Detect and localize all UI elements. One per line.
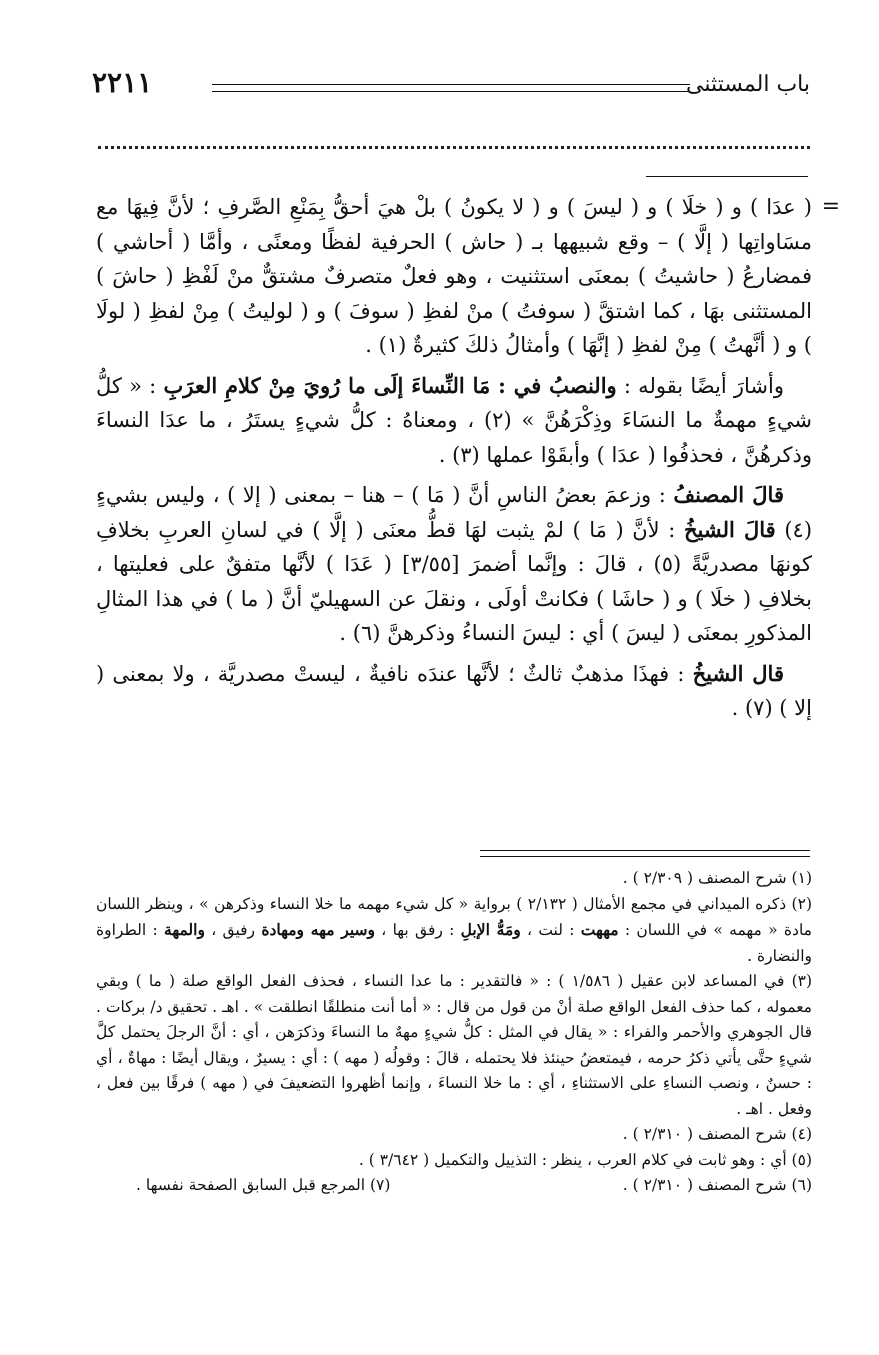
page-number: ٢٢١١ (92, 66, 153, 99)
main-text (96, 190, 840, 732)
footnote-2-term-2: ومَهُّ الإبلِ (460, 920, 521, 939)
paragraph-2-quote: والنصبُ في : مَا النِّساءَ إلَى ما رُويَ مِنْ كلامِ العرَبِ (163, 372, 617, 398)
paragraph-2-rest: : « كلُّ شيءٍ مهمةٌ ما النسَاءَ وذِكْرَهُنَّ » (٢) ، ومعناهُ : كلُّ شيءٍ يستَرُ ، ما عدَا النساءَ وذكرهُنَّ ، فحذفُوا ( عدَا ) وأبقَوْا عملها (٣) . (96, 373, 812, 467)
paragraph-1: ( عدَا ) و ( خلَا ) و ( ليسَ ) و ( لا يكونُ ) بلْ هيَ أحقُّ بِمَنْعِ الصَّرفِ ؛ لأنَّ فِيهَا مع مسَاواتِها ( إلَّا ) – وقع شبيهها بـ ( حاش ) الحرفية لفظًا ومعنًى ، وأمَّا ( أحاشي ) فمضارعُ ( حاشيتُ ) بمعنَى استثنيت ، وهو فعلٌ متصرفٌ مشتقٌّ منْ لَفْظِ ( حاشَ ) المستثنى بهَا ، كما اشتقَّ ( سوفتُ ) منْ لفظِ ( سوفَ ) و ( لوليتُ ) مِنْ لفظِ ( لولَا ) و ( أنَّهتُ ) مِنْ لفظِ ( إنَّهَا ) وأمثالُ ذلكَ كثيرةٌ (١) . (96, 195, 812, 357)
chapter-title: باب المستثنى (686, 72, 810, 97)
paragraph-3-speaker-1: قالَ المصنفُ (673, 482, 784, 507)
short-rule (646, 176, 808, 177)
footnote-2-text-f: : الطراوة والنضارة . (96, 921, 812, 965)
footnote-2-text-e: رفيق ، (204, 921, 262, 939)
footnote-5: (٥) أي : وهو ثابت في كلام العرب ، ينظر : التذييل والتكميل ( ٣/٦٤٢ ) . (358, 1150, 812, 1169)
footnote-6: (٦) شرح المصنف ( ٢/٣١٠ ) . (622, 1176, 812, 1194)
running-header (92, 64, 810, 114)
footnote-2-term-1: مههت (580, 920, 619, 939)
paragraph-3 (96, 478, 812, 651)
footnote-4: (٤) شرح المصنف ( ٢/٣١٠ ) . (622, 1125, 812, 1143)
footnote-2-term-4: والمهة (164, 920, 205, 939)
footnote-3: (٣) في المساعد لابن عقيل ( ١/٥٨٦ ) : « فالتقدير : ما عدا النساء ، فحذف الفعل الواقع صلة ( ما ) وبقي معموله ، كما حذف الفعل الواقع صلة أنْ من قول من قال : « أما أنت منطلقًا انطلقت » . اهـ . تحقيق د/ بركات . قال الجوهري والأحمر والفراء : « يقال في المثل : كلُّ شيءٍ مههٌ ما النساءَ وذكرَهن ، أي : أنَّ الرجلَ يحتمل كلَّ شيءٍ حتَّى يأتي ذكرُ حرمه ، فيمتعضُ حينئذ فلا يحتمله ، قالَ : وقولُه ( مهه ) : أي : يسيرٌ ، ويقال أيضًا : مهاةٌ ، أي : حسنٌ ، ونصب النساءِ على الاستثناءِ ، أي : ما خلا النساءَ ، وإنما أظهروا التضعيفَ في ( مهه ) فرقًا بين فعل ، وفعل . اهـ . (96, 972, 813, 1118)
footnotes (96, 866, 812, 1199)
paragraph-2-lead: وأشارَ أيضًا بقوله : (616, 373, 784, 398)
paragraph-3-speaker-2: قالَ الشيخُ (683, 516, 776, 542)
paragraph-4 (96, 657, 812, 726)
footnote-1: (١) شرح المصنف ( ٢/٣٠٩ ) . (622, 869, 812, 887)
footnote-2-text-d: : رفق بها ، (374, 921, 461, 939)
paragraph-3-part-2: : لأنَّ ( مَا ) لمْ يثبت لهَا قطُّ معنَى ( إلَّا ) في لسانِ العربِ بخلافِ كونهَا مصدريَّةً (٥) ، قالَ : وإنَّما أضمرَ [٣/٥٥] ( عَدَا ) لأنَّها متفقٌ على فعليتها ، بخلافِ ( خلَا ) و ( حاشَا ) فكانتْ أولَى ، ونقلَ عن السهيليّ أنَّ ( ما ) في هذا المثالِ المذكورِ بمعنَى ( ليسَ ) أي : ليسَ النساءُ وذكرهنَّ (٦) . (96, 517, 812, 645)
dotted-separator (98, 146, 810, 159)
paragraph-3-part-1: : وزعمَ بعضُ الناسِ أنَّ ( مَا ) – هنا – بمعنى ( إلا ) ، وليس بشيءٍ (٤) (96, 483, 813, 542)
footnote-separator (480, 850, 810, 857)
footnote-7: (٧) المرجع قبل السابق الصفحة نفسها . (136, 1176, 391, 1194)
footnote-2-text-a: (٢) ذكره الميداني في مجمع الأمثال ( ٢/١٣٢ ) برواية « كل شيء مهمه ما خلا النساء وذكرهن » ، وينظر اللسان مادة « مهمه » في اللسان : (96, 894, 812, 939)
footnote-2-term-3: وسير مهه ومهادة (261, 920, 375, 939)
paragraph-4-rest: : فهذَا مذهبٌ ثالثٌ ؛ لأنَّها عندَه نافيةٌ ، ليستْ مصدريَّة ، ولا بمعنى ( إلا ) (٧) . (96, 661, 812, 720)
header-double-rule (212, 84, 690, 92)
footnote-2 (96, 892, 812, 970)
continuation-mark: = (821, 194, 840, 219)
footnote-2-text-c: : لنت ، (520, 921, 581, 939)
paragraph-4-speaker: قال الشيخُ (692, 660, 784, 686)
paragraph-2 (96, 369, 812, 473)
footnotes-6-7-row (96, 1173, 812, 1199)
